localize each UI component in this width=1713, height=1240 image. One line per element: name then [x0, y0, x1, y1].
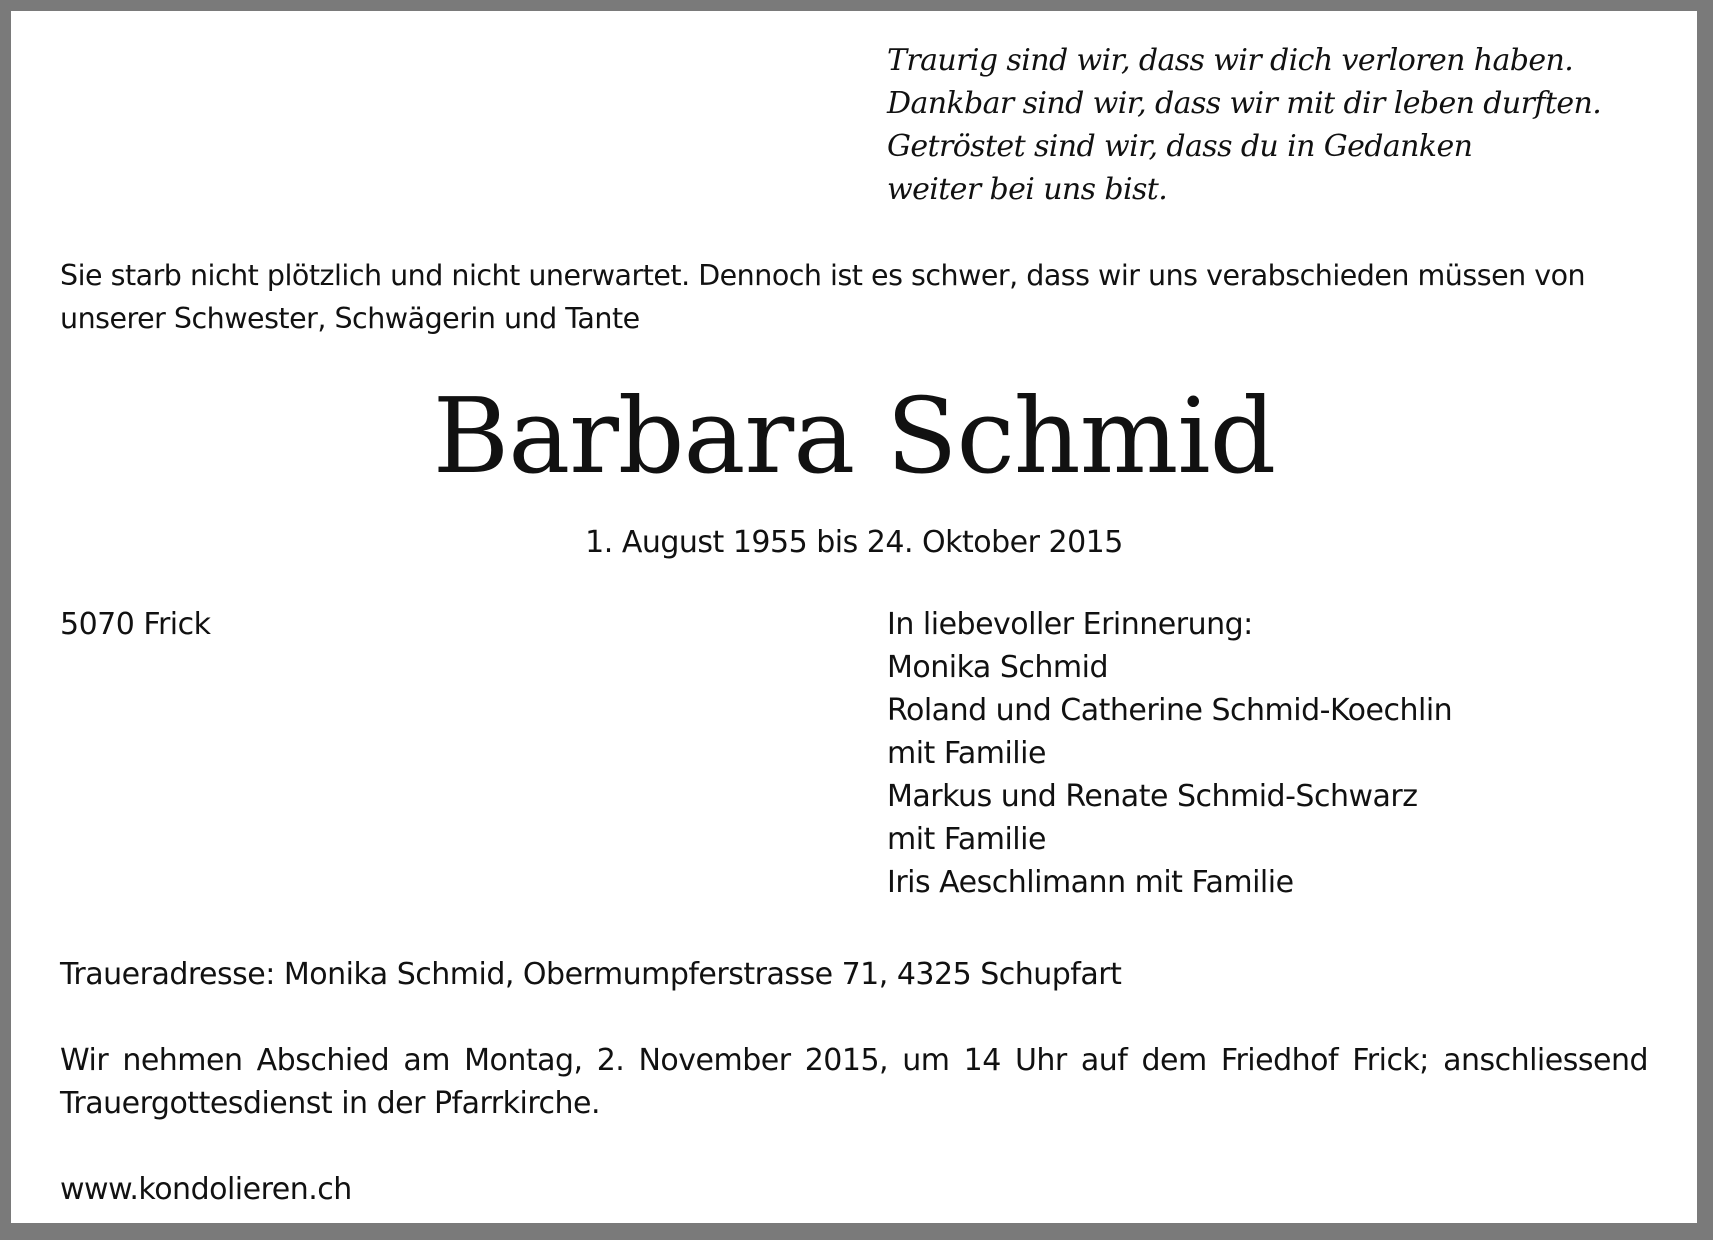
mourner-name: Markus und Renate Schmid-Schwarz: [887, 779, 1418, 814]
poem: [887, 39, 1601, 211]
mourners-list: [887, 603, 1452, 904]
poem-line: Traurig sind wir, dass wir dich verloren haben.: [887, 43, 1574, 78]
mourning-address: Traueradresse: Monika Schmid, Obermumpferstrasse 71, 4325 Schupfart: [60, 957, 1122, 992]
deceased-name: Barbara Schmid: [432, 375, 1276, 497]
mourner-name: Monika Schmid: [887, 650, 1109, 685]
website-link[interactable]: www.kondolieren.ch: [60, 1172, 352, 1207]
mourner-name: Iris Aeschlimann mit Familie: [887, 865, 1294, 900]
poem-line: Dankbar sind wir, dass wir mit dir leben durften.: [887, 86, 1602, 121]
obituary-notice: [11, 11, 1697, 1223]
place: 5070 Frick: [60, 607, 211, 642]
poem-line: Getröstet sind wir, dass du in Gedanken: [887, 129, 1473, 164]
mourner-name: mit Familie: [887, 736, 1046, 771]
mourners-heading: In liebevoller Erinnerung:: [887, 607, 1253, 642]
intro-text: Sie starb nicht plötzlich und nicht unerwartet. Dennoch ist es schwer, dass wir uns verabschieden müssen von unserer Schwester, Schwägerin und Tante: [60, 259, 1586, 335]
life-dates: 1. August 1955 bis 24. Oktober 2015: [585, 525, 1123, 560]
mourner-name: mit Familie: [887, 822, 1046, 857]
farewell-details: Wir nehmen Abschied am Montag, 2. November 2015, um 14 Uhr auf dem Friedhof Frick; anschliessend Trauergottesdienst in der Pfarrkirche.: [60, 1043, 1648, 1121]
mourner-name: Roland und Catherine Schmid-Koechlin: [887, 693, 1453, 728]
poem-line: weiter bei uns bist.: [887, 172, 1168, 207]
